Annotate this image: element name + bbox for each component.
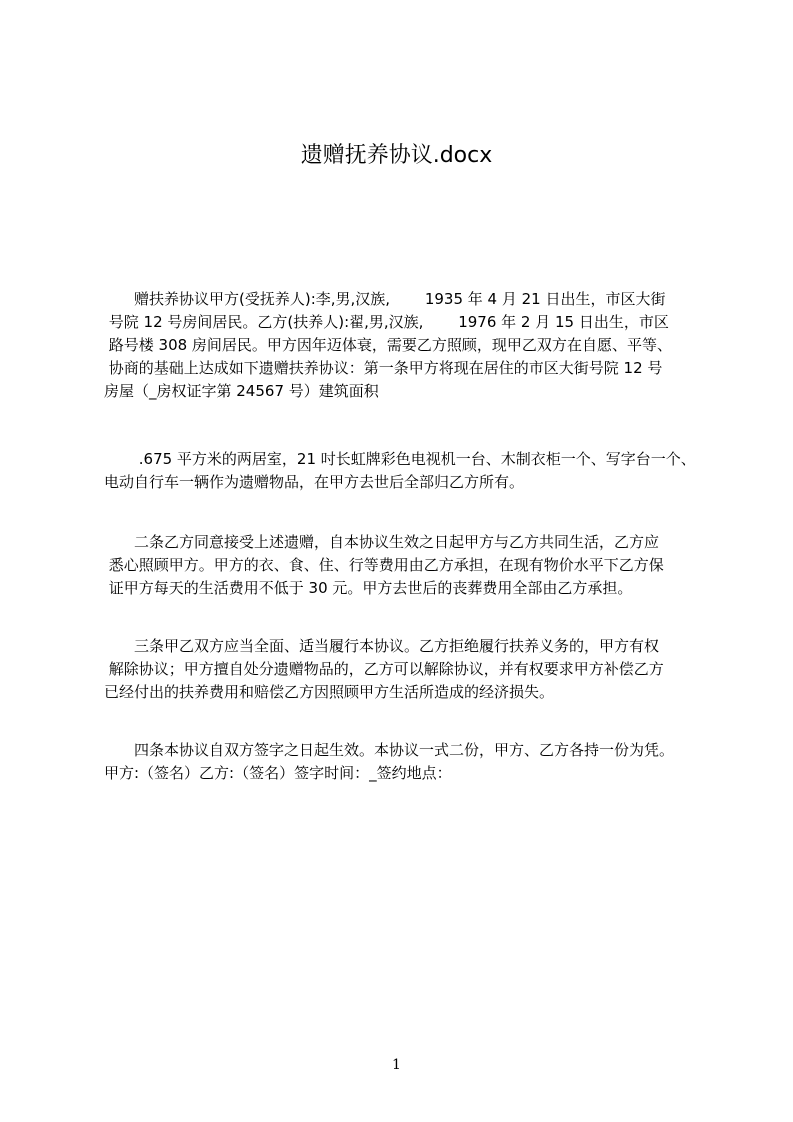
paragraph-article-two: [104, 531, 724, 600]
page-number: 1: [392, 1057, 401, 1073]
text-line: 已经付出的扶养费用和赔偿乙方因照顾甲方生活所造成的经济损失。: [104, 683, 555, 701]
text-line: 路号楼 308 房间居民。甲方因年迈体衰，需要乙方照顾，现甲乙双方在自愿、平等、: [104, 336, 672, 354]
text-line: 号院 12 号房间居民。乙方(扶养人):翟,男,汉族, 1976 年 2 月 15 日出生，市区: [104, 313, 669, 331]
text-line: 三条甲乙双方应当全面、适当履行本协议。乙方拒绝履行扶养义务的，甲方有权: [104, 637, 660, 655]
text-line: 四条本协议自双方签字之日起生效。本协议一式二份，甲方、乙方各持一份为凭。: [104, 741, 675, 759]
paragraph-article-four: [104, 739, 724, 785]
paragraph-intro: [104, 288, 724, 403]
text-line: .675 平方米的两居室，21 吋长虹牌彩色电视机一台、木制衣柜一个、写字台一个、: [104, 450, 696, 468]
text-line: 悉心照顾甲方。甲方的衣、食、住、行等费用由乙方承担，在现有物价水平下乙方保: [104, 556, 664, 574]
text-line: 二条乙方同意接受上述遗赠，自本协议生效之日起甲方与乙方共同生活，乙方应: [104, 533, 660, 551]
text-line: 电动自行车一辆作为遗赠物品，在甲方去世后全部归乙方所有。: [104, 473, 525, 491]
text-line: 协商的基础上达成如下遗赠扶养协议：第一条甲方将现在居住的市区大街号院 12 号: [104, 359, 663, 377]
paragraph-bequest-items: [104, 448, 724, 494]
text-line: 解除协议；甲方擅自处分遗赠物品的，乙方可以解除协议，并有权要求甲方补偿乙方: [104, 660, 664, 678]
paragraph-article-three: [104, 635, 724, 704]
text-line: 房屋（_房权证字第 24567 号）建筑面积: [104, 382, 379, 400]
signature-line: 甲方:（签名）乙方:（签名）签字时间：_签约地点：: [104, 764, 452, 782]
text-line: 赠扶养协议甲方(受抚养人):李,男,汉族, 1935 年 4 月 21 日出生，市区大街: [104, 290, 666, 308]
document-title: 遗赠抚养协议.docx: [300, 143, 493, 168]
text-line: 证甲方每天的生活费用不低于 30 元。甲方去世后的丧葬费用全部由乙方承担。: [104, 579, 633, 597]
